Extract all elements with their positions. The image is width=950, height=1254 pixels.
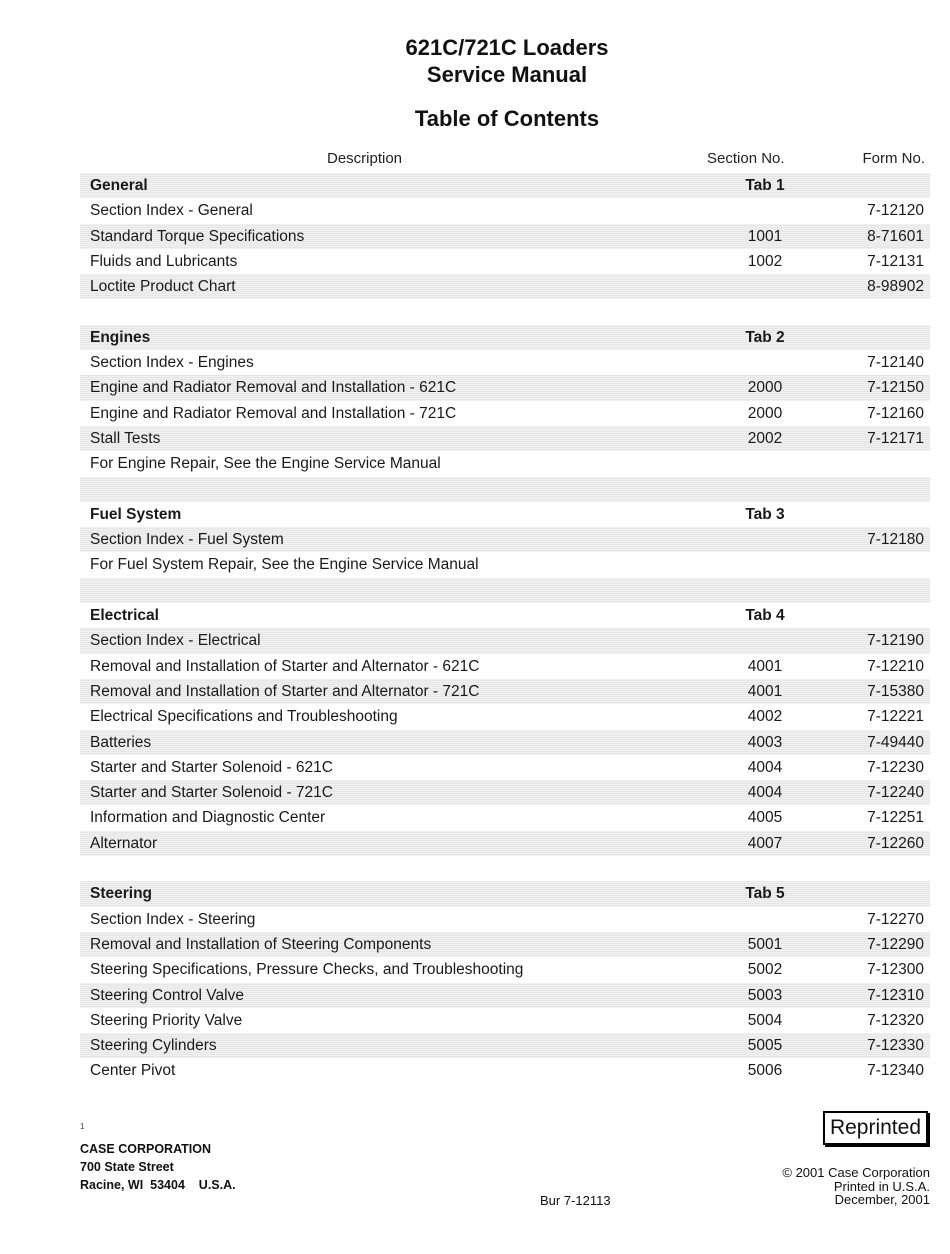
toc-form-number: 7-15380 <box>867 682 924 700</box>
toc-row <box>80 578 930 603</box>
toc-description: Fuel System <box>90 505 182 523</box>
toc-row <box>80 299 930 324</box>
toc-form-number: 7-12230 <box>867 758 924 776</box>
toc-form-number: 7-12310 <box>867 986 924 1004</box>
toc-description: Section Index - Steering <box>90 910 256 928</box>
toc-row <box>80 426 930 451</box>
toc-section-number: 4001 <box>747 682 783 700</box>
toc-section-number: 5005 <box>747 1037 783 1055</box>
toc-description: Loctite Product Chart <box>90 278 236 296</box>
form-number: Bur 7-12113 <box>540 1193 611 1208</box>
toc-section-number: 5002 <box>747 961 783 979</box>
toc-form-number: 7-49440 <box>867 733 924 751</box>
toc-section-number: Tab 1 <box>745 177 785 194</box>
toc-row <box>80 831 930 856</box>
toc-row <box>80 249 930 274</box>
toc-description: Center Pivot <box>90 1062 176 1080</box>
toc-form-number: 7-12300 <box>867 961 924 979</box>
toc-section-number: 5003 <box>747 986 783 1004</box>
toc-row <box>80 730 930 755</box>
toc-form-number: 7-12240 <box>867 784 924 802</box>
column-header-description: Description <box>327 150 403 167</box>
toc-description: Steering Specifications, Pressure Checks, and Troubleshooting <box>90 961 524 979</box>
toc-row <box>80 274 930 299</box>
toc-description: Section Index - Electrical <box>90 632 261 650</box>
column-header-form: Form No. <box>862 150 925 167</box>
toc-row <box>80 805 930 830</box>
toc-description: For Fuel System Repair, See the Engine Service Manual <box>90 556 479 574</box>
toc-section-header <box>80 881 930 906</box>
toc-description: Removal and Installation of Starter and Alternator - 721C <box>90 682 480 700</box>
column-header-section: Section No. <box>707 150 785 167</box>
company-address <box>80 1140 236 1194</box>
print-date: December, 2001 <box>834 1192 930 1207</box>
toc-row <box>80 477 930 502</box>
toc-form-number: 7-12120 <box>867 202 924 220</box>
toc-section-number: Tab 5 <box>745 885 785 903</box>
toc-form-number: 7-12171 <box>867 429 924 447</box>
toc-row <box>80 375 930 400</box>
toc-section-number: 1002 <box>747 252 783 270</box>
toc-description: Engine and Radiator Removal and Installation - 721C <box>90 404 457 422</box>
toc-description: Section Index - Fuel System <box>90 531 284 549</box>
reprinted-stamp: Reprinted <box>823 1111 928 1145</box>
toc-description: For Engine Repair, See the Engine Service Manual <box>90 455 441 473</box>
toc-row <box>80 527 930 552</box>
toc-section-number: 4004 <box>747 784 783 802</box>
page-mark: 1 <box>80 1122 85 1131</box>
toc-description: Steering Cylinders <box>90 1037 217 1055</box>
toc-form-number: 7-12160 <box>867 404 924 422</box>
toc-section-number: 5006 <box>747 1062 783 1080</box>
company-street: 700 State Street <box>80 1160 174 1174</box>
toc-row <box>80 1008 930 1033</box>
toc-section-number: 1001 <box>747 227 783 245</box>
toc-table <box>80 173 930 1084</box>
toc-form-number: 7-12260 <box>867 834 924 852</box>
toc-section-number: Tab 4 <box>745 607 785 625</box>
manual-title: 621C/721C Loaders <box>405 35 609 60</box>
toc-description: Removal and Installation of Starter and Alternator - 621C <box>90 657 480 675</box>
toc-section-number: 4001 <box>747 657 783 675</box>
toc-row <box>80 983 930 1008</box>
toc-row <box>80 957 930 982</box>
company-name: CASE CORPORATION <box>80 1142 212 1156</box>
toc-form-number: 7-12251 <box>867 809 924 827</box>
toc-row <box>80 451 930 476</box>
toc-row <box>80 856 930 881</box>
toc-description: General <box>90 177 148 194</box>
toc-row <box>80 198 930 223</box>
toc-row <box>80 224 930 249</box>
toc-form-number: 7-12131 <box>867 252 924 270</box>
toc-description: Section Index - General <box>90 202 253 220</box>
toc-form-number: 8-98902 <box>867 278 924 296</box>
toc-form-number: 8-71601 <box>867 227 924 245</box>
toc-section-number: 4005 <box>747 809 783 827</box>
toc-description: Engines <box>90 328 151 346</box>
toc-description: Section Index - Engines <box>90 354 254 372</box>
toc-description: Alternator <box>90 834 158 852</box>
toc-row <box>80 552 930 577</box>
toc-description: Steering Control Valve <box>90 986 244 1004</box>
toc-row <box>80 907 930 932</box>
toc-form-number: 7-12320 <box>867 1011 924 1029</box>
toc-form-number: 7-12270 <box>867 910 924 928</box>
toc-form-number: 7-12221 <box>867 708 924 726</box>
toc-row <box>80 679 930 704</box>
toc-description: Removal and Installation of Steering Components <box>90 935 432 953</box>
toc-section-number: 4002 <box>747 708 783 726</box>
toc-form-number: 7-12210 <box>867 657 924 675</box>
toc-section-number: Tab 3 <box>745 505 785 523</box>
toc-description: Engine and Radiator Removal and Installation - 621C <box>90 379 457 397</box>
toc-description: Electrical <box>90 607 159 625</box>
toc-description: Starter and Starter Solenoid - 721C <box>90 784 333 802</box>
toc-form-number: 7-12330 <box>867 1037 924 1055</box>
toc-description: Starter and Starter Solenoid - 621C <box>90 758 333 776</box>
toc-section-number: 2000 <box>747 404 783 422</box>
toc-row <box>80 704 930 729</box>
copyright-block <box>782 1166 930 1207</box>
toc-form-number: 7-12150 <box>867 379 924 397</box>
toc-description: Information and Diagnostic Center <box>90 809 326 827</box>
toc-form-number: 7-12180 <box>867 531 924 549</box>
toc-row <box>80 401 930 426</box>
toc-section-header <box>80 603 930 628</box>
toc-section-header <box>80 502 930 527</box>
toc-section-number: 5004 <box>747 1011 783 1029</box>
toc-section-header <box>80 325 930 350</box>
toc-section-number: 4003 <box>747 733 783 751</box>
toc-row <box>80 654 930 679</box>
toc-form-number: 7-12190 <box>867 632 924 650</box>
toc-form-number: 7-12140 <box>867 354 924 372</box>
toc-section-number: 4004 <box>747 758 783 776</box>
toc-form-number: 7-12340 <box>867 1062 924 1080</box>
toc-heading: Table of Contents <box>414 106 600 131</box>
toc-section-number: 4007 <box>747 834 783 852</box>
company-city: Racine, WI 53404 U.S.A. <box>80 1178 236 1192</box>
toc-row <box>80 755 930 780</box>
toc-description: Fluids and Lubricants <box>90 252 238 270</box>
copyright-text: © 2001 Case Corporation <box>782 1165 930 1180</box>
toc-row <box>80 932 930 957</box>
toc-section-number: 5001 <box>747 935 783 953</box>
toc-row <box>80 1033 930 1058</box>
toc-description: Stall Tests <box>90 429 161 447</box>
toc-description: Steering <box>90 885 153 903</box>
toc-row <box>80 628 930 653</box>
toc-section-number: 2002 <box>747 429 783 447</box>
toc-row <box>80 350 930 375</box>
toc-form-number: 7-12290 <box>867 935 924 953</box>
toc-description: Standard Torque Specifications <box>90 227 305 245</box>
toc-description: Electrical Specifications and Troubleshooting <box>90 708 398 726</box>
toc-description: Steering Priority Valve <box>90 1011 243 1029</box>
toc-section-header <box>80 173 930 198</box>
printed-in: Printed in U.S.A. <box>833 1178 930 1194</box>
toc-description: Batteries <box>90 733 152 751</box>
toc-section-number: 2000 <box>747 379 783 397</box>
toc-row <box>80 780 930 805</box>
toc-row <box>80 1058 930 1083</box>
toc-section-number: Tab 2 <box>745 328 785 346</box>
manual-subtitle: Service Manual <box>426 62 588 87</box>
